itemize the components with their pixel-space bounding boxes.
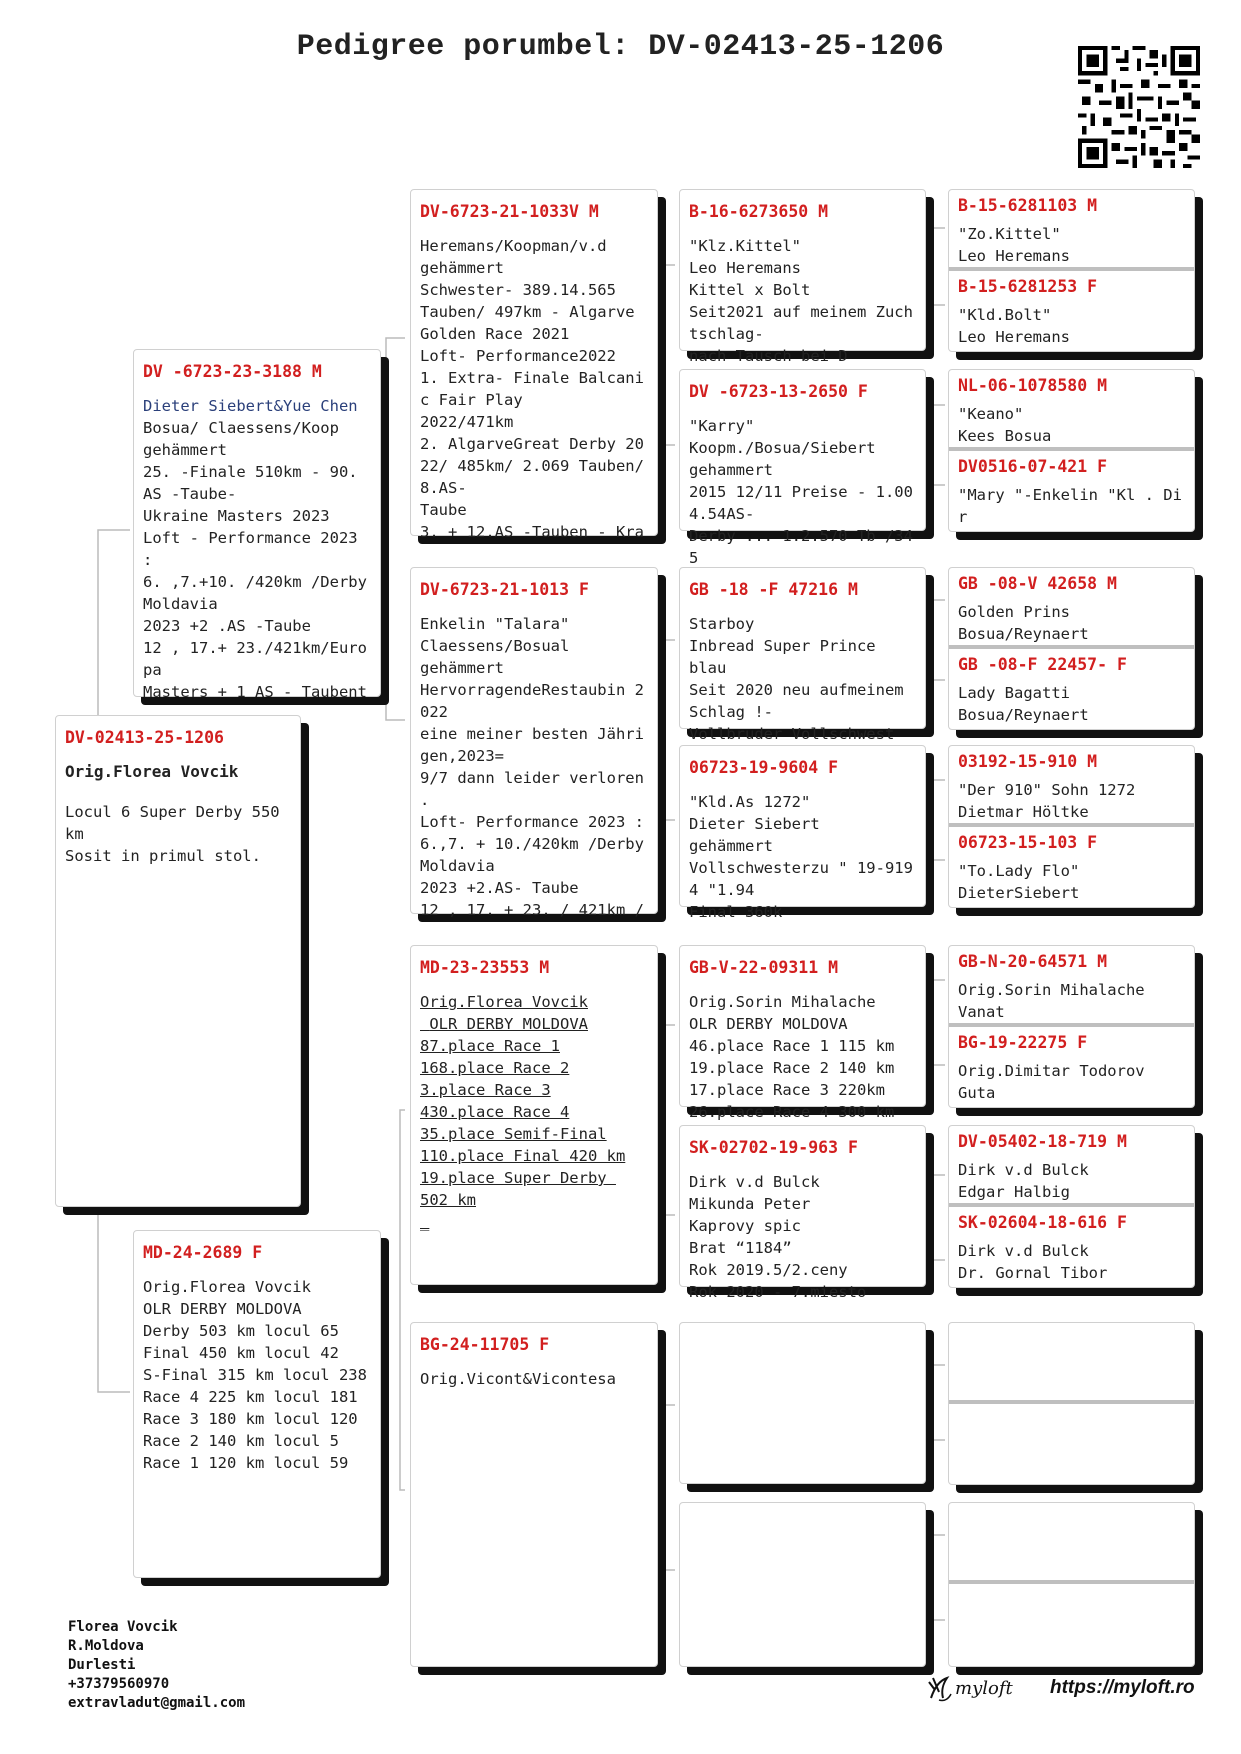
g3-ring-number: 06723-19-9604 F [689, 758, 839, 777]
g4-entry[interactable] [949, 1511, 1194, 1588]
owner-city: Durlesti [68, 1657, 136, 1673]
g4-ring-number: GB -08-V 42658 M [958, 574, 1117, 593]
g4-ring-number: NL-06-1078580 M [958, 376, 1108, 395]
g2-notes: Orig.Florea Vovcik OLR DERBY MOLDOVA 87.place Race 1 168.place Race 2 3.place Race 3 430.place Race 4 35.place Semif-Final 110.place Final 420 km 19.place Super Derby 502 km _ [420, 993, 626, 1231]
g4-entry[interactable] [949, 451, 1194, 537]
g4-entry[interactable] [949, 1027, 1194, 1113]
page-title: Pedigree porumbel: DV-02413-25-1206 [296, 30, 945, 64]
g4-pair-card-empty[interactable] [948, 1322, 1195, 1485]
g4-entry[interactable] [949, 190, 1194, 271]
g3-notes: Starboy Inbread Super Prince blau Seit 2020 neu aufmeinem Schlag !- Vollbruder Vollschwest [689, 615, 904, 743]
g3-notes: "Klz.Kittel" Leo Heremans Kittel x Bolt Seit2021 auf meinem Zuch tschlag- nach Tausch bei D [689, 237, 913, 365]
g4-notes: "Zo.Kittel" Leo Heremans [958, 225, 1070, 265]
g4-entry[interactable] [949, 1207, 1194, 1293]
g2-notes: Heremans/Koopman/v.d gehämmert Schwester- 389.14.565 Tauben/ 497km - Algarve Golden Race 2021 Loft- Performance2022 1. Extra- Finale Balcani c Fair Play 2022/471km 2. AlgarveGreat Derby 20 22/ 485km/ 2.069 Tauben/ 8.AS- Taube 3. + 12.AS -Tauben - Kra [420, 237, 644, 541]
g4-entry[interactable] [949, 1126, 1194, 1207]
g3-notes: Orig.Sorin Mihalache OLR DERBY MOLDOVA 46.place Race 1 115 km 19.place Race 2 140 km 17.place Race 3 220km 26.place Race 4 300 km [689, 993, 895, 1121]
g3-notes: "Kld.As 1272" Dieter Siebert gehämmert Vollschwesterzu " 19-919 4 "1.94 Final 360k [689, 793, 913, 921]
sire-notes: Bosua/ Claessens/Koop gehämmert 25. -Finale 510km - 90. AS -Taube- Ukraine Masters 2023 Loft - Performance 2023 : 6. ,7.+10. /420km /Derby Moldavia 2023 +2 .AS -Taube 12 , 17.+ 23./421km/Euro pa Masters + 1 AS - Taubent [143, 419, 367, 701]
g4-ring-number: DV0516-07-421 F [958, 457, 1108, 476]
g4-ring-number: 03192-15-910 M [958, 752, 1098, 771]
g2-card[interactable] [410, 567, 658, 919]
g4-entry[interactable] [949, 1596, 1194, 1678]
g3-card[interactable] [679, 1125, 926, 1301]
g3-notes: Dirk v.d Bulck Mikunda Peter Kaprovy spic Brat “1184” Rok 2019.5/2.ceny Rok 2020 - 7.miesto [689, 1173, 867, 1301]
g4-ring-number: GB -08-F 22457- F [958, 655, 1127, 674]
g4-ring-number: GB-N-20-64571 M [958, 952, 1108, 971]
g2-card[interactable] [410, 189, 658, 541]
website-link[interactable]: https://myloft.ro [1050, 1677, 1195, 1698]
sire-text [143, 395, 371, 703]
subject-card[interactable] [55, 715, 301, 1207]
g4-entry[interactable] [949, 271, 1194, 357]
subject-ring-number: DV-02413-25-1206 [65, 728, 224, 747]
g4-entry[interactable] [949, 827, 1194, 913]
divider [949, 1023, 1194, 1027]
g2-ring-number: DV-6723-21-1013 F [420, 580, 589, 599]
g4-entry[interactable] [949, 1416, 1194, 1498]
g3-card[interactable] [679, 189, 926, 365]
owner-phone: +37379560970 [68, 1676, 170, 1692]
divider [949, 267, 1194, 271]
g4-ring-number: B-15-6281103 M [958, 196, 1098, 215]
g4-notes: Dirk v.d Bulck Dr. Gornal Tibor [958, 1242, 1108, 1282]
g3-card[interactable] [679, 945, 926, 1121]
qr-code-icon [1078, 46, 1200, 168]
owner-email: extravladut@gmail.com [68, 1695, 246, 1711]
g4-entry[interactable] [949, 746, 1194, 827]
g3-ring-number: GB -18 -F 47216 M [689, 580, 858, 599]
g4-notes: "Der 910" Sohn 1272 Dietmar Höltke [958, 781, 1136, 821]
g2-card[interactable] [410, 945, 658, 1285]
g4-pair-card[interactable] [948, 1125, 1195, 1288]
g3-card[interactable] [679, 369, 926, 567]
g3-ring-number: SK-02702-19-963 F [689, 1138, 858, 1157]
g4-ring-number: DV-05402-18-719 M [958, 1132, 1127, 1151]
dam-card[interactable] [133, 1230, 381, 1578]
g4-pair-card[interactable] [948, 945, 1195, 1108]
subject-notes: Locul 6 Super Derby 550 km Sosit in primul stol. [65, 803, 280, 865]
g3-ring-number: GB-V-22-09311 M [689, 958, 839, 977]
divider [949, 447, 1194, 451]
g4-notes: "Keano" Kees Bosua [958, 405, 1052, 445]
sire-ring-number: DV -6723-23-3188 M [143, 362, 322, 381]
g4-entry[interactable] [949, 370, 1194, 451]
g4-notes: Golden Prins Bosua/Reynaert [958, 603, 1089, 643]
g4-ring-number: SK-02604-18-616 F [958, 1213, 1127, 1232]
g4-notes: Lady Bagatti Bosua/Reynaert [958, 684, 1089, 724]
g3-card-empty[interactable] [679, 1322, 926, 1484]
divider [949, 1580, 1194, 1584]
owner-country: R.Moldova [68, 1638, 144, 1654]
g4-entry[interactable] [949, 649, 1194, 735]
g3-ring-number: B-16-6273650 M [689, 202, 829, 221]
g4-notes: "Kld.Bolt" Leo Heremans [958, 306, 1070, 346]
g4-pair-card[interactable] [948, 189, 1195, 352]
g4-ring-number: 06723-15-103 F [958, 833, 1098, 852]
dam-ring-number: MD-24-2689 F [143, 1243, 263, 1262]
g2-ring-number: BG-24-11705 F [420, 1335, 550, 1354]
g2-notes: Enkelin "Talara" Claessens/Bosual gehämmert HervorragendeRestaubin 2 022 eine meiner besten Jähri gen,2023= 9/7 dann leider verloren . Loft- Performance 2023 : 6.,7. + 10./420km /Derby Moldavia 2023 +2.AS- Taube 12 , 17. + 23. / 421km / [420, 615, 644, 919]
g3-card[interactable] [679, 745, 926, 921]
g2-notes: Orig.Vicont&Vicontesa [420, 1370, 616, 1388]
g2-card[interactable] [410, 1322, 658, 1667]
g4-entry[interactable] [949, 568, 1194, 649]
g4-notes: "To.Lady Flo" DieterSiebert [958, 862, 1080, 902]
dam-notes: Orig.Florea Vovcik OLR DERBY MOLDOVA Derby 503 km locul 65 Final 450 km locul 42 S-Final 315 km locul 238 Race 4 225 km locul 181 Race 3 180 km locul 120 Race 2 140 km locul 5 Race 1 120 km locul 59 [143, 1278, 367, 1472]
divider [949, 645, 1194, 649]
divider [949, 1400, 1194, 1404]
logo-text: myloft [955, 1678, 1013, 1699]
g4-notes: Dirk v.d Bulck Edgar Halbig [958, 1161, 1089, 1201]
divider [949, 1203, 1194, 1207]
divider [949, 823, 1194, 827]
g4-ring-number: BG-19-22275 F [958, 1033, 1088, 1052]
sire-card[interactable] [133, 349, 381, 701]
g2-ring-number: MD-23-23553 M [420, 958, 550, 977]
g4-entry[interactable] [949, 1331, 1194, 1408]
myloft-logo-icon [925, 1668, 1035, 1708]
owner-contact [68, 1618, 245, 1713]
sire-breeder: Dieter Siebert&Yue Chen [143, 397, 358, 415]
g4-ring-number: B-15-6281253 F [958, 277, 1098, 296]
g4-notes: Orig.Dimitar Todorov Guta [958, 1062, 1145, 1102]
g2-ring-number: DV-6723-21-1033V M [420, 202, 599, 221]
subject-owner: Orig.Florea Vovcik [65, 762, 239, 781]
g3-card-empty[interactable] [679, 1502, 926, 1667]
g3-ring-number: DV -6723-13-2650 F [689, 382, 868, 401]
g4-notes: "Mary "-Enkelin "Kl . Di r [958, 486, 1182, 526]
g4-notes: Orig.Sorin Mihalache Vanat [958, 981, 1145, 1021]
g4-entry[interactable] [949, 946, 1194, 1027]
g3-notes: "Karry" Koopm./Bosua/Siebert gehammert 2015 12/11 Preise - 1.00 4.54AS- Derby ... 1.2.570 Tb /345 [689, 417, 913, 567]
owner-name: Florea Vovcik [68, 1619, 178, 1635]
g4-pair-card-empty[interactable] [948, 1502, 1195, 1667]
g3-card[interactable] [679, 567, 926, 743]
g4-pair-card[interactable] [948, 567, 1195, 730]
g4-pair-card[interactable] [948, 745, 1195, 908]
g4-pair-card[interactable] [948, 369, 1195, 532]
